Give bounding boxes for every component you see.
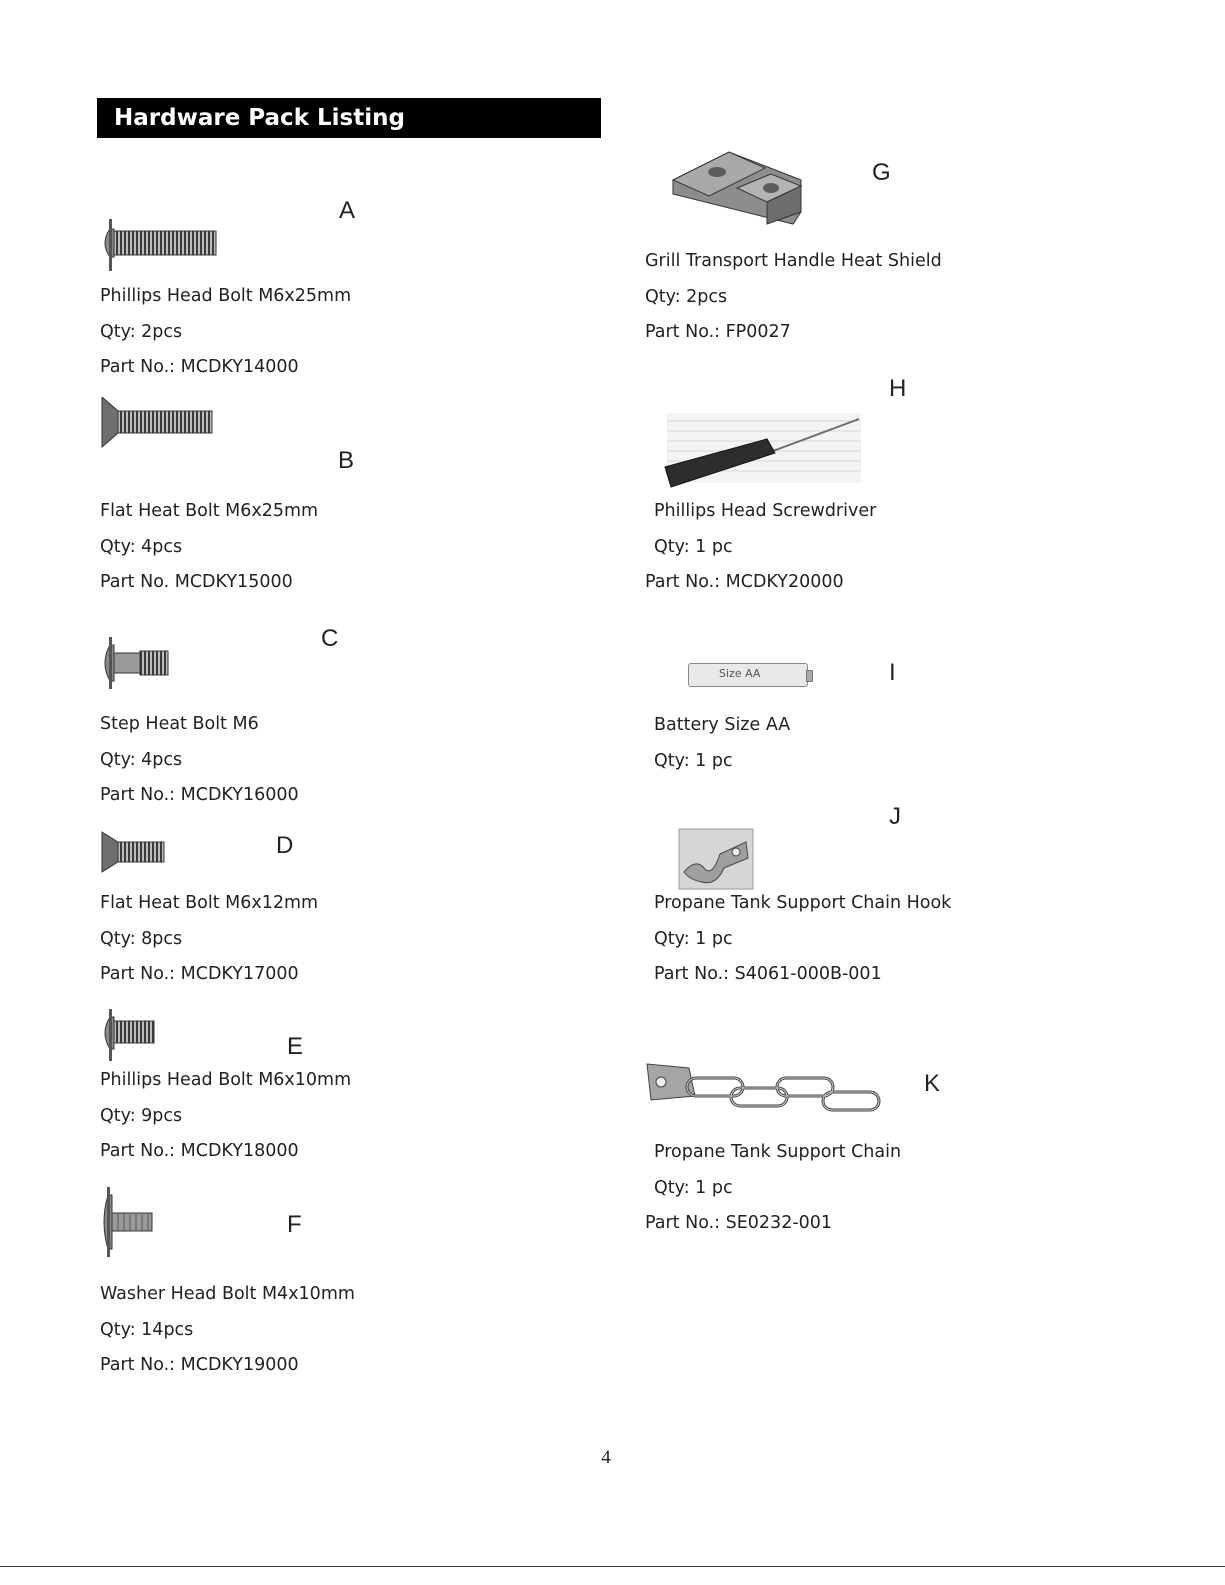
item-name: Grill Transport Handle Heat Shield (645, 251, 942, 271)
item-name: Washer Head Bolt M4x10mm (100, 1284, 355, 1304)
step-bolt-icon (100, 635, 172, 691)
screwdriver-icon (663, 411, 863, 491)
bottom-divider (0, 1566, 1225, 1567)
chain-hook-icon (678, 828, 754, 890)
item-letter: I (889, 659, 896, 686)
battery-icon (688, 663, 808, 687)
item-part-number: Part No.: MCDKY18000 (100, 1141, 299, 1161)
item-quantity: Qty: 9pcs (100, 1106, 183, 1126)
hardware-item-a (100, 195, 500, 385)
item-quantity: Qty: 1 pc (654, 929, 733, 949)
flat-head-bolt-icon (100, 397, 216, 449)
chain-icon (645, 1062, 905, 1118)
item-name: Propane Tank Support Chain (654, 1142, 902, 1162)
flat-head-bolt-icon (100, 830, 170, 876)
hardware-item-k (645, 1060, 1065, 1240)
hardware-item-c (100, 623, 500, 813)
item-part-number: Part No.: MCDKY16000 (100, 785, 299, 805)
item-part-number: Part No.: FP0027 (645, 322, 791, 342)
heat-shield-block-icon (667, 150, 807, 228)
item-name: Phillips Head Screwdriver (654, 501, 877, 521)
item-part-number: Part No.: MCDKY14000 (100, 357, 299, 377)
hardware-item-j (645, 800, 1065, 990)
item-quantity: Qty: 4pcs (100, 537, 183, 557)
item-name: Propane Tank Support Chain Hook (654, 893, 952, 913)
item-quantity: Qty: 4pcs (100, 750, 183, 770)
item-name: Flat Heat Bolt M6x25mm (100, 501, 319, 521)
battery-label: Size AA (719, 667, 761, 680)
item-letter: G (872, 159, 891, 186)
battery-terminal (806, 670, 813, 682)
round-head-bolt-icon (100, 217, 222, 273)
item-letter: D (276, 832, 294, 859)
item-letter: B (338, 447, 355, 474)
page-number: 4 (601, 1447, 611, 1468)
washer-head-bolt-icon (100, 1187, 160, 1257)
hardware-item-g (645, 150, 1065, 350)
item-part-number: Part No.: MCDKY20000 (645, 572, 844, 592)
hardware-item-i (645, 655, 1065, 785)
hardware-item-f (100, 1185, 500, 1385)
item-letter: F (287, 1211, 302, 1238)
item-quantity: Qty: 14pcs (100, 1320, 194, 1340)
item-part-number: Part No.: S4061-000B-001 (654, 964, 882, 984)
item-letter: A (339, 197, 356, 224)
item-quantity: Qty: 1 pc (654, 537, 733, 557)
item-quantity: Qty: 1 pc (654, 751, 733, 771)
hardware-item-e (100, 1005, 500, 1175)
item-quantity: Qty: 1 pc (654, 1178, 733, 1198)
page-title: Hardware Pack Listing (97, 98, 601, 138)
item-letter: C (321, 625, 339, 652)
item-letter: K (924, 1070, 941, 1097)
item-letter: H (889, 375, 907, 402)
item-letter: J (889, 803, 901, 830)
hardware-item-h (645, 375, 1065, 595)
item-quantity: Qty: 2pcs (100, 322, 183, 342)
item-part-number: Part No. MCDKY15000 (100, 572, 293, 592)
item-quantity: Qty: 8pcs (100, 929, 183, 949)
item-part-number: Part No.: MCDKY17000 (100, 964, 299, 984)
item-name: Step Heat Bolt M6 (100, 714, 259, 734)
item-part-number: Part No.: SE0232-001 (645, 1213, 833, 1233)
item-letter: E (287, 1033, 304, 1060)
item-name: Flat Heat Bolt M6x12mm (100, 893, 319, 913)
item-name: Phillips Head Bolt M6x25mm (100, 286, 352, 306)
item-name: Battery Size AA (654, 715, 791, 735)
hardware-item-d (100, 828, 500, 998)
item-name: Phillips Head Bolt M6x10mm (100, 1070, 352, 1090)
round-head-bolt-icon (100, 1007, 160, 1063)
hardware-item-b (100, 395, 500, 595)
item-part-number: Part No.: MCDKY19000 (100, 1355, 299, 1375)
item-quantity: Qty: 2pcs (645, 287, 728, 307)
